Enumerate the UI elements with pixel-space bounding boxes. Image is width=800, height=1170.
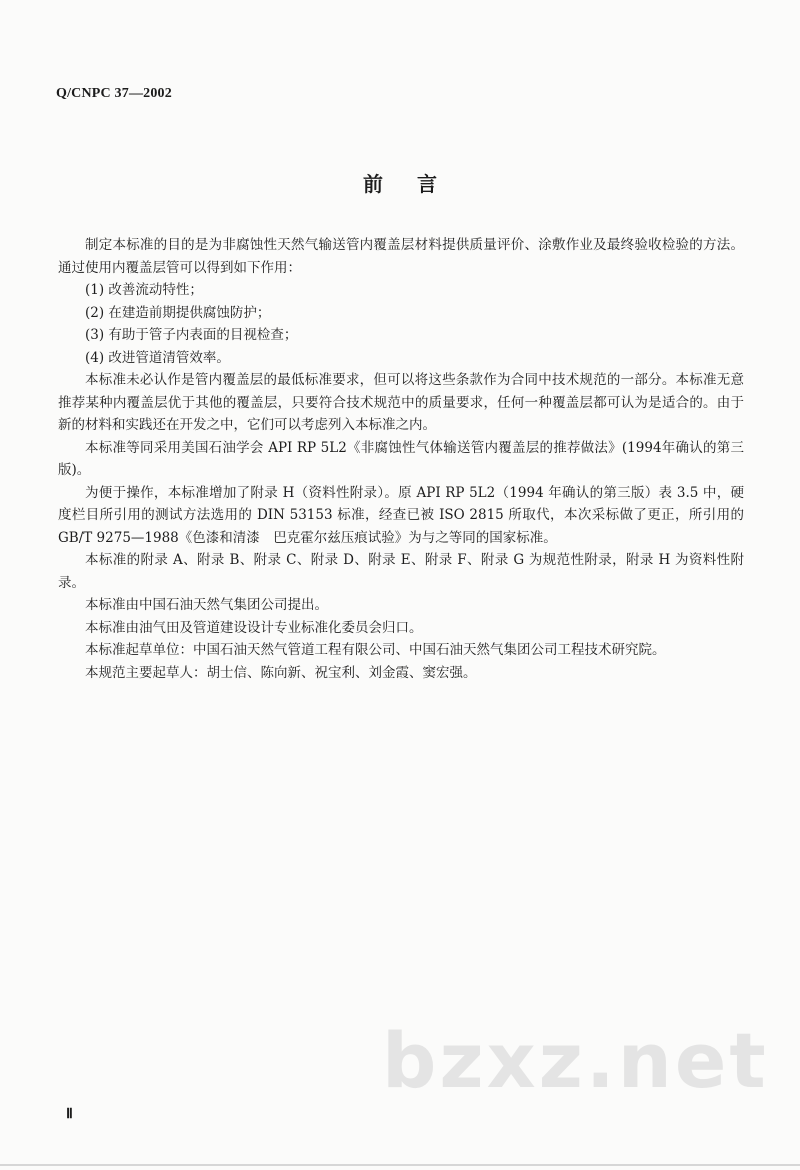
paragraph-annexes: 本标准的附录 A、附录 B、附录 C、附录 D、附录 E、附录 F、附录 G 为规范性附录，附录 H 为资料性附录。 bbox=[58, 552, 744, 591]
page-title: 前言 bbox=[363, 172, 471, 196]
standard-code: Q/CNPC 37—2002 bbox=[56, 86, 172, 101]
paragraph-proposer: 本标准由中国石油天然气集团公司提出。 bbox=[85, 597, 328, 613]
paragraph-purpose: 制定本标准的目的是为非腐蚀性天然气输送管内覆盖层材料提供质量评价、涂敷作业及最终验收检验的方法。通过使用内覆盖层管可以得到如下作用： bbox=[58, 237, 744, 276]
paragraph-adoption: 本标准等同采用美国石油学会 API RP 5L2《非腐蚀性气体输送管内覆盖层的推荐做法》(1994年确认的第三版)。 bbox=[58, 439, 744, 478]
paragraph-scope: 本标准未必认作是管内覆盖层的最低标准要求，但可以将这些条款作为合同中技术规范的一部分。本标准无意推荐某种内覆盖层优于其他的覆盖层，只要符合技术规范中的质量要求，任何一种覆盖层都可认为是适合的。由于新的材料和实践还在开发之中，它们可以考虑列入本标准之内。 bbox=[58, 372, 744, 433]
list-item-1: (1) 改善流动特性； bbox=[85, 282, 203, 298]
foreword-body bbox=[58, 234, 744, 684]
page-number: Ⅱ bbox=[66, 1107, 73, 1122]
paragraph-drafters: 本规范主要起草人：胡士信、陈向新、祝宝利、刘金霞、窦宏强。 bbox=[85, 664, 477, 681]
page-bottom-edge bbox=[0, 1164, 800, 1166]
paragraph-drafting-units: 本标准起草单位：中国石油天然气管道工程有限公司、中国石油天然气集团公司工程技术研究院。 bbox=[85, 642, 666, 658]
paragraph-committee: 本标准由油气田及管道建设设计专业标准化委员会归口。 bbox=[85, 619, 423, 636]
list-item-3: (3) 有助于管子内表面的目视检查； bbox=[85, 327, 298, 343]
list-item-2: (2) 在建造前期提供腐蚀防护； bbox=[85, 304, 271, 321]
watermark: bzxz.net bbox=[382, 1016, 769, 1105]
list-item-4: (4) 改进管道清管效率。 bbox=[85, 349, 230, 366]
paragraph-changes: 为便于操作，本标准增加了附录 H（资料性附录）。原 API RP 5L2（1994 年确认的第三版）表 3.5 中，硬度栏目所引用的测试方法选用的 DIN 53153 标准，经查已被 ISO 2815 所取代，本次采标做了更正，所引用的 GB/T 9275—1988《色漆和清漆 巴克霍尔兹压痕试验》为与之等同的国家标准。 bbox=[58, 484, 744, 546]
